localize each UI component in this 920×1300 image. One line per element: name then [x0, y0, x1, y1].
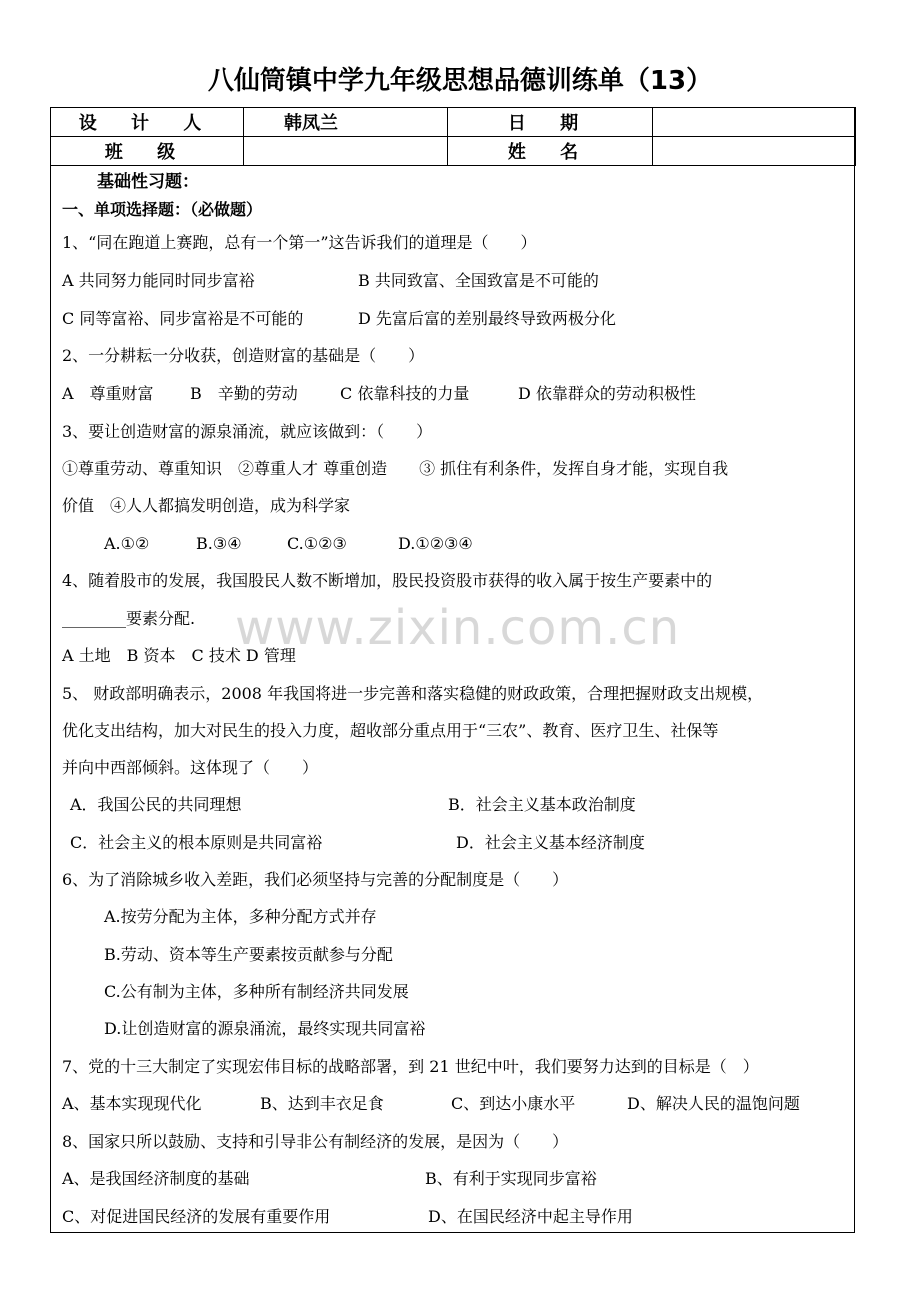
q4-stem-line2: ________要素分配.	[62, 609, 196, 628]
q3-stem: 3、要让创造财富的源泉涌流，就应该做到：（ ）	[62, 422, 433, 441]
q5-option-a: A．我国公民的共同理想	[70, 795, 242, 814]
q1-option-b: B 共同致富、全国致富是不可能的	[358, 271, 599, 290]
q2-option-b: B 辛勤的劳动	[190, 384, 298, 403]
watermark: www.zixin.com.cn	[235, 600, 681, 656]
q3-option-d: D.①②③④	[398, 534, 473, 553]
q3-option-c: C.①②③	[287, 534, 347, 553]
q6-option-a: A.按劳分配为主体，多种分配方式并存	[104, 907, 377, 926]
date-value	[653, 108, 856, 137]
name-value	[653, 137, 856, 166]
q4-options: A 土地 B 资本 C 技术 D 管理	[62, 646, 296, 665]
q3-option-b: B.③④	[196, 534, 242, 553]
q7-option-a: A、基本实现现代化	[62, 1094, 202, 1113]
q5-stem-line2: 优化支出结构，加大对民生的投入力度，超收部分重点用于“三农”、教育、医疗卫生、社保等	[62, 721, 719, 740]
q8-option-c: C、对促进国民经济的发展有重要作用	[62, 1207, 331, 1226]
q5-option-b: B．社会主义基本政治制度	[448, 795, 636, 814]
designer-value: 韩凤兰	[244, 108, 448, 137]
q3-option-a: A.①②	[104, 534, 150, 553]
q8-option-d: D、在国民经济中起主导作用	[428, 1207, 633, 1226]
q2-option-d: D 依靠群众的劳动积极性	[518, 384, 696, 403]
q5-option-d: D．社会主义基本经济制度	[456, 833, 645, 852]
q1-option-a: A 共同努力能同时同步富裕	[62, 271, 255, 290]
class-value	[244, 137, 448, 166]
q1-option-d: D 先富后富的差别最终导致两极分化	[358, 309, 616, 328]
q7-stem: 7、党的十三大制定了实现宏伟目标的战略部署，到 21 世纪中叶，我们要努力达到的目标是（ ）	[62, 1057, 759, 1076]
q5-stem-line1: 5、 财政部明确表示，2008 年我国将进一步完善和落实稳健的财政政策，合理把握财政支出规模，	[62, 684, 764, 703]
q2-option-c: C 依靠科技的力量	[340, 384, 470, 403]
q3-line2: 价值 ④人人都搞发明创造，成为科学家	[62, 496, 351, 515]
q8-option-a: A、是我国经济制度的基础	[62, 1169, 250, 1188]
q6-option-d: D.让创造财富的源泉涌流，最终实现共同富裕	[104, 1019, 426, 1038]
q7-option-c: C、到达小康水平	[451, 1094, 576, 1113]
section-heading: 基础性习题：	[97, 172, 199, 192]
q6-option-b: B.劳动、资本等生产要素按贡献参与分配	[104, 945, 393, 964]
class-label: 班 级	[51, 137, 244, 166]
page-title: 八仙筒镇中学九年级思想品德训练单（13）	[207, 66, 713, 96]
q6-stem: 6、为了消除城乡收入差距，我们必须坚持与完善的分配制度是（ ）	[62, 870, 569, 889]
q1-stem: 1、“同在跑道上赛跑，总有一个第一”这告诉我们的道理是（ ）	[62, 233, 537, 252]
q8-stem: 8、国家只所以鼓励、支持和引导非公有制经济的发展，是因为（ ）	[62, 1132, 569, 1151]
date-label: 日 期	[448, 108, 653, 137]
q8-option-b: B、有利于实现同步富裕	[425, 1169, 597, 1188]
q5-option-c: C．社会主义的根本原则是共同富裕	[70, 833, 323, 852]
q6-option-c: C.公有制为主体，多种所有制经济共同发展	[104, 982, 409, 1001]
q7-option-b: B、达到丰衣足食	[260, 1094, 384, 1113]
part-heading: 一、单项选择题：（必做题）	[62, 200, 263, 219]
q4-stem-line1: 4、随着股市的发展，我国股民人数不断增加，股民投资股市获得的收入属于按生产要素中的	[62, 571, 713, 590]
q1-option-c: C 同等富裕、同步富裕是不可能的	[62, 309, 304, 328]
designer-label: 设 计 人	[51, 108, 244, 137]
q7-option-d: D、解决人民的温饱问题	[627, 1094, 800, 1113]
q2-option-a: A 尊重财富	[62, 384, 154, 403]
q2-stem: 2、一分耕耘一分收获，创造财富的基础是（ ）	[62, 346, 425, 365]
header-table	[50, 107, 856, 166]
name-label: 姓 名	[448, 137, 653, 166]
q3-line1: ①尊重劳动、尊重知识 ②尊重人才 尊重创造 ③ 抓住有利条件，发挥自身才能，实现自我	[62, 459, 729, 478]
q5-stem-line3: 并向中西部倾斜。这体现了（ ）	[62, 758, 319, 777]
